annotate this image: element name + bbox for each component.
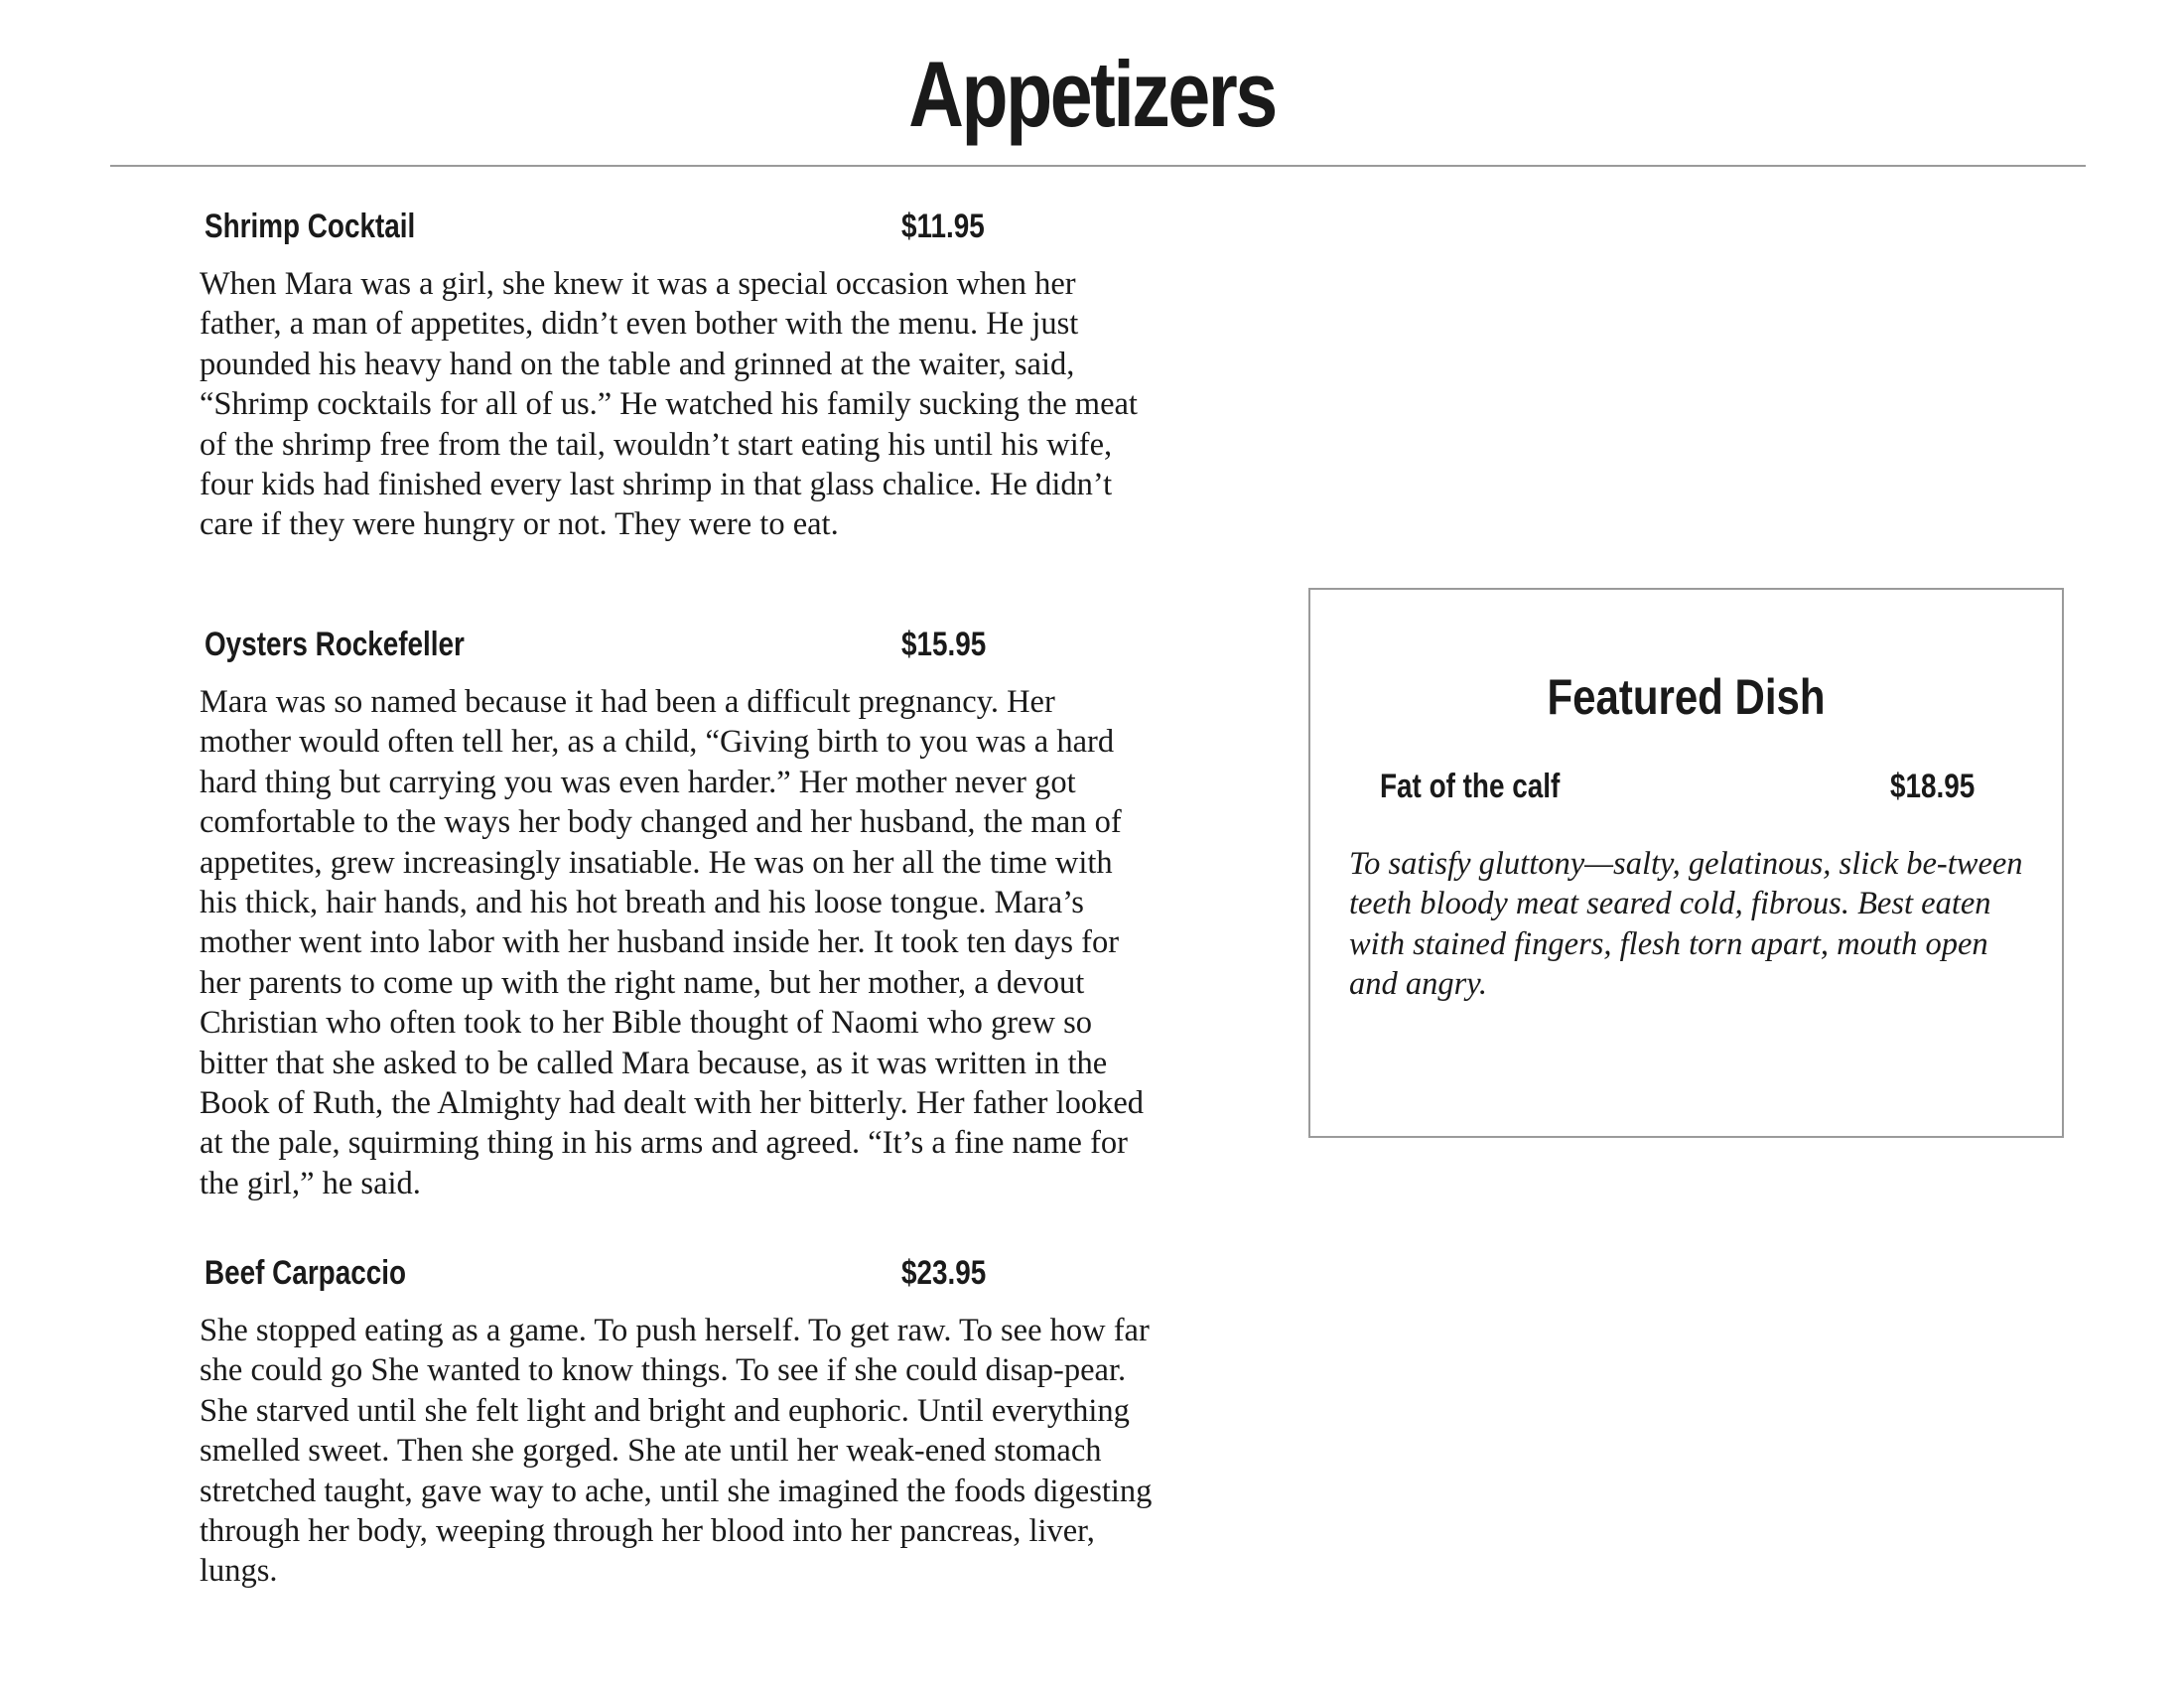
title-divider: [110, 165, 2086, 167]
menu-item-name: Oysters Rockefeller: [205, 626, 465, 663]
menu-item-price: $15.95: [901, 626, 987, 663]
menu-item-oysters-rockefeller: [200, 625, 1172, 1203]
page-title: Appetizers: [908, 42, 1276, 146]
menu-item-header: [200, 207, 1172, 252]
featured-dish-name: Fat of the calf: [1380, 768, 1561, 805]
featured-dish-heading: Featured Dish: [1547, 669, 1826, 725]
menu-item-beef-carpaccio: [200, 1253, 1172, 1592]
featured-dish-price: $18.95: [1890, 768, 1976, 805]
menu-item-header: [200, 1253, 1172, 1299]
menu-item-shrimp-cocktail: [200, 207, 1172, 545]
menu-item-price: $23.95: [901, 1254, 987, 1292]
featured-dish-box: [1308, 588, 2064, 1138]
featured-dish-description: To satisfy gluttony—salty, gelatinous, slick be-tween teeth bloody meat seared cold, fibrous. Best eaten with stained fingers, flesh torn apart, mouth open and angry.: [1349, 846, 2023, 1003]
menu-item-description: When Mara was a girl, she knew it was a special occasion when her father, a man of appetites, didn’t even bother with the menu. He just pounded his heavy hand on the table and grinned at the waiter, said, “Shrimp cocktails for all of us.” He watched his family sucking the meat of the shrimp free from the tail, wouldn’t start eating his until his wife, four kids had finished every last shrimp in that glass chalice. He didn’t care if they were hungry or not. They were to eat.: [200, 266, 1138, 543]
menu-item-description: She stopped eating as a game. To push herself. To get raw. To see how far she could go She wanted to know things. To see if she could disap-pear. She starved until she felt light and bright and euphoric. Until everything smelled sweet. Then she gorged. She ate until her weak-ened stomach stretched taught, gave way to ache, until she imagined the foods digesting through her body, weeping through her blood into her pancreas, liver, lungs.: [200, 1313, 1153, 1590]
menu-item-name: Shrimp Cocktail: [205, 208, 416, 245]
menu-item-price: $11.95: [901, 208, 985, 245]
menu-item-description: Mara was so named because it had been a difficult pregnancy. Her mother would often tell her, as a child, “Giving birth to you was a hard hard thing but carrying you was even harder.” Her mother never got comfortable to the ways her body changed and her husband, the man of appetites, grew increasingly insatiable. He was on her all the time with his thick, hair hands, and his hot breath and his loose tongue. Mara’s mother went into labor with her husband inside her. It took ten days for her parents to come up with the right name, but her mother, a devout Christian who often took to her Bible thought of Naomi who grew so bitter that she asked to be called Mara because, as it was written in the Book of Ruth, the Almighty had dealt with her bitterly. Her father looked at the pale, squirming thing in his arms and agreed. “It’s a fine name for the girl,” he said.: [200, 684, 1145, 1201]
menu-item-name: Beef Carpaccio: [205, 1254, 406, 1292]
menu-item-header: [200, 625, 1172, 670]
